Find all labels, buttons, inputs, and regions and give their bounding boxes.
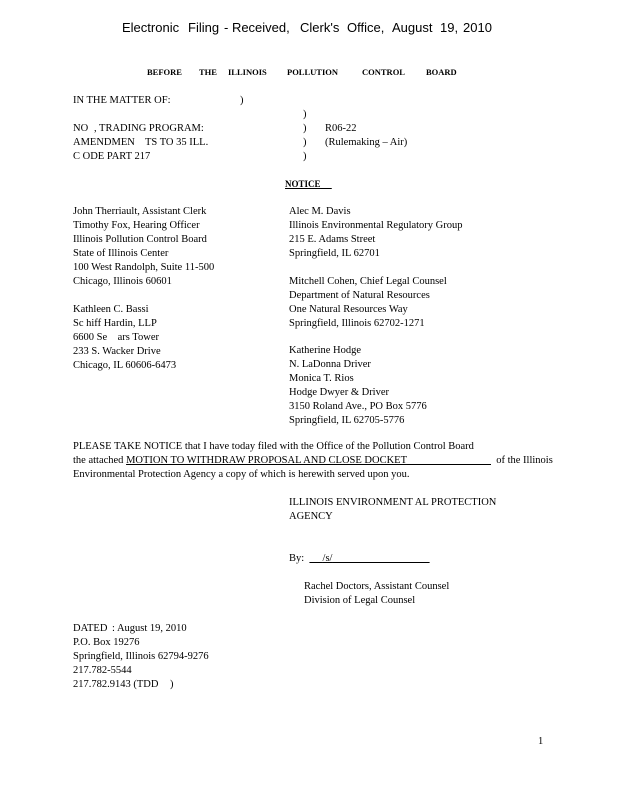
address-line: Kathleen C. Bassi <box>73 304 149 315</box>
address-line: Katherine Hodge <box>289 345 362 356</box>
body-line <box>73 454 553 468</box>
dated-label: DATED <box>73 623 108 634</box>
service-block-right-3 <box>289 344 427 428</box>
notice-title: NOTICE <box>285 179 321 189</box>
address-line: Sc hiff Hardin, LLP <box>73 318 157 329</box>
tdd-phone: 217.782.9143 (TDD <box>73 679 159 690</box>
service-block-right-1 <box>289 205 463 261</box>
dated-value: : August 19, 2010 <box>112 623 187 634</box>
address-line: Illinois Pollution Control Board <box>73 234 207 245</box>
body-text: of the Illinois <box>496 455 553 466</box>
body-text: the attached <box>73 455 127 466</box>
tdd-close: ) <box>170 679 174 690</box>
address-line: 6600 Se ars Tower <box>73 332 159 343</box>
caption-line: NO <box>73 123 89 134</box>
address-line: Springfield, IL 62701 <box>289 248 380 259</box>
filing-year: 2010 <box>463 20 492 35</box>
dated-city: Springfield, Illinois 62794-9276 <box>73 651 209 662</box>
caption-paren: ) <box>240 95 244 106</box>
in-the-matter: IN THE MATTER OF: <box>73 95 171 106</box>
filing-word: Office, <box>347 20 385 35</box>
address-line: Mitchell Cohen, Chief Legal Counsel <box>289 276 447 287</box>
docket-type: (Rulemaking – Air) <box>325 137 408 148</box>
page-number: 1 <box>538 736 544 747</box>
caption-line: C ODE PART 217 <box>73 151 151 162</box>
signature-line <box>289 552 430 566</box>
caption-paren: ) <box>303 123 307 134</box>
address-line: 100 West Randolph, Suite 11-500 <box>73 262 215 273</box>
agency-name: AGENCY <box>289 511 333 522</box>
address-line: Alec M. Davis <box>289 206 351 217</box>
service-block-left-2 <box>73 303 176 373</box>
board-title-word: CONTROL <box>362 67 405 77</box>
board-title-word: POLLUTION <box>287 67 339 77</box>
caption-line: , TRADING PROGRAM: <box>94 123 204 134</box>
filing-word: Electronic <box>122 20 180 35</box>
service-block-left-1 <box>73 205 214 289</box>
body-line: Environmental Protection Agency a copy of which is herewith served upon you. <box>73 469 410 480</box>
address-line: Springfield, IL 62705-5776 <box>289 415 405 426</box>
caption-paren: ) <box>303 151 307 162</box>
address-line: One Natural Resources Way <box>289 304 408 315</box>
address-line: Monica T. Rios <box>289 373 354 384</box>
address-line: Chicago, IL 60606-6473 <box>73 360 177 371</box>
filing-day: 19, <box>440 20 459 35</box>
address-line: Timothy Fox, Hearing Officer <box>73 220 200 231</box>
caption-paren: ) <box>303 137 307 148</box>
board-title-word: BOARD <box>426 67 457 77</box>
caption-line: TS TO 35 ILL. <box>145 137 209 148</box>
filing-word: Filing <box>188 20 220 35</box>
address-line: 3150 Roland Ave., PO Box 5776 <box>289 401 427 412</box>
po-box: P.O. Box 19276 <box>73 637 140 648</box>
address-line: 215 E. Adams Street <box>289 234 376 245</box>
service-block-right-2 <box>289 275 447 331</box>
motion-title: MOTION TO WITHDRAW PROPOSAL AND CLOSE DOCKET <box>126 455 407 466</box>
board-title-word: ILLINOIS <box>228 67 267 77</box>
address-line: Illinois Environmental Regulatory Group <box>289 220 463 231</box>
filing-date: August <box>392 20 433 35</box>
address-line: State of Illinois Center <box>73 248 169 259</box>
filing-word: - Received, <box>224 20 290 35</box>
caption-line: AMENDMEN <box>73 137 135 148</box>
address-line: Hodge Dwyer & Driver <box>289 387 390 398</box>
address-line: 233 S. Wacker Drive <box>73 346 161 357</box>
signer-name: Rachel Doctors, Assistant Counsel <box>304 581 450 592</box>
by-label: By: <box>289 553 305 564</box>
phone: 217.782-5544 <box>73 665 132 676</box>
caption-paren: ) <box>303 109 307 120</box>
board-title-word: BEFORE <box>147 67 182 77</box>
address-line: John Therriault, Assistant Clerk <box>73 206 207 217</box>
signer-division: Division of Legal Counsel <box>304 595 416 606</box>
filing-word: Clerk's <box>300 20 340 35</box>
address-line: Springfield, Illinois 62702-1271 <box>289 318 425 329</box>
signature-mark: /s/ <box>322 553 333 564</box>
address-line: Chicago, Illinois 60601 <box>73 276 172 287</box>
body-line: PLEASE TAKE NOTICE that I have today filed with the Office of the Pollution Control Board <box>73 441 474 452</box>
board-title-word: THE <box>199 67 217 77</box>
address-line: Department of Natural Resources <box>289 290 430 301</box>
docket-number: R06-22 <box>325 123 357 134</box>
agency-name: ILLINOIS ENVIRONMENT AL PROTECTION <box>289 497 497 508</box>
address-line: N. LaDonna Driver <box>289 359 371 370</box>
